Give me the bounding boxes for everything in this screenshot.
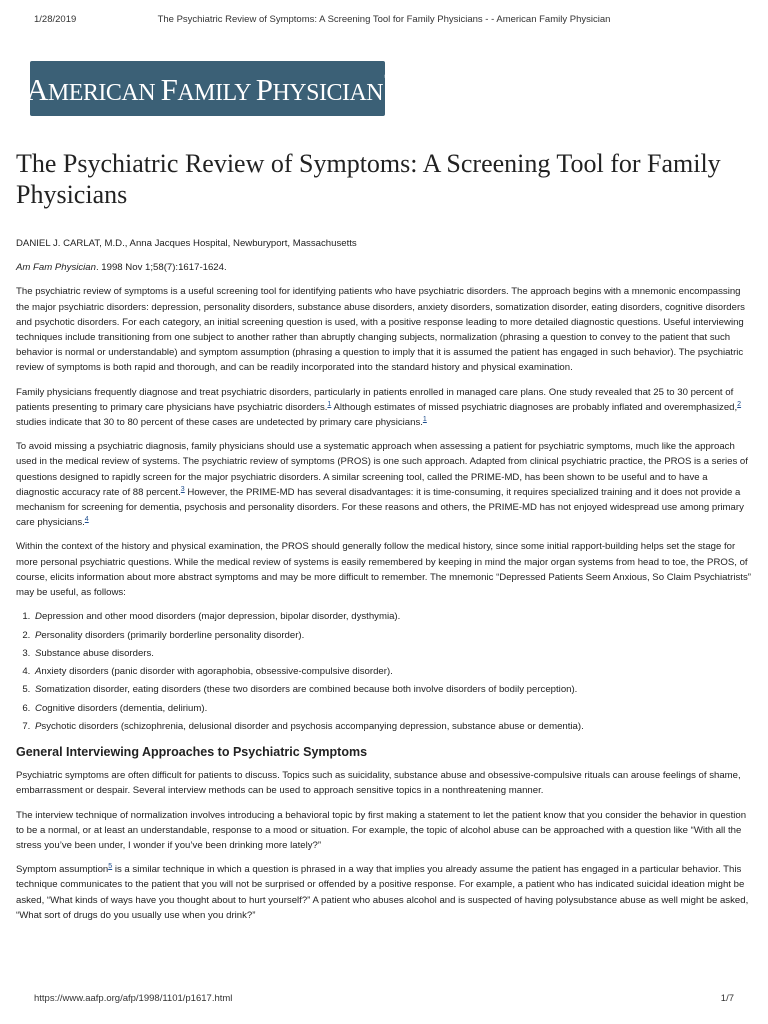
paragraph: Symptom assumption$^5$ is a similar technique in which a question is phrased in a way that implies you already assume the patient has engaged in a particular behavior. This technique communicates to the patient that you will not be surprised or offended by a positive response. For example, a patient who has indicated suicidal ideation might be asked, “What kinds of ways have you thought about to hurt yourself?” A patient who abuses alcohol and is suspected of having polysubstance abuse as well might be asked, “What sort of drugs do you usually use when you drink?” [16,863,749,921]
list-item: 1. Depression and other mood disorders (major depression, bipolar disorder, dysthymia). [33,609,752,624]
intro-paragraph: Family physicians frequently diagnose and treat psychiatric disorders, particularly in patients enrolled in managed care plans. One study revealed that 25 to 30 percent of patients presenting to primary care physicians have psychiatric disorders.$^1$ Although estimates of missed psychiatric diagnoses are probably inflated and overemphasized,$^2$ studies indicate that 30 to 80 percent of these cases are undetected by primary care physicians.$^1$ [16,386,742,429]
paragraph: The interview technique of normalization involves introducing a behavioral topic by first making a statement to let the patient know that you consider the behavior in question to be a normal, or at least an understandable, response to a mood or situation. For example, the topic of alcohol abuse can be approached with a question like “With all the stress you’ve been under, I wonder if you’ve been drinking more lately?” [16,809,747,852]
list-item: 2. Personality disorders (primarily borderline personality disorder). [33,628,752,643]
citation-details: . 1998 Nov 1;58(7):1617-1624. [95,262,227,274]
page-url: https://www.aafp.org/afp/1998/1101/p1617.html [34,993,233,1004]
list-item: 3. Substance abuse disorders. [33,646,752,661]
citation-journal: Am Fam Physician [16,262,96,274]
reference-link[interactable]: 1 [422,415,427,423]
paragraph: Psychiatric symptoms are often difficult for patients to discuss. Topics such as suicidality, substance abuse and obsessive-compulsive rituals can arouse feelings of shame, embarrassment or despair. Several interview methods can be used to approach sensitive topics in a nonthreatening manner. [16,770,741,797]
print-date: 1/28/2019 [34,14,77,25]
reference-link[interactable]: 5 [108,863,113,871]
approach-paragraph: To avoid missing a psychiatric diagnosis, family physicians should use a systematic approach when assessing a patient for psychiatric symptoms, much like the approach used in the medical review of systems. The psychiatric review of symptoms (PROS) is one such approach. Adapted from clinical psychiatric practice, the PROS is a series of questions designed to rapidly screen for the major psychiatric disorders. A similar screening tool, called the PRIME-MD, has been shown to be useful and to have a diagnostic accuracy rate of 88 percent.$^3$ However, the PRIME-MD has several disadvantages: it is time-consuming, it requires specialized training and it does not provide a mechanism for screening for dementia, psychosis and personality disorders. For these reasons and others, the PRIME-MD has not enjoyed widespread use among primary care physicians.$^4$ [16,441,748,529]
mnemonic-list [16,609,752,734]
page-number: 1/7 [720,993,734,1004]
reference-link[interactable]: 4 [84,516,89,524]
author-byline: DANIEL J. CARLAT, M.D., Anna Jacques Hospital, Newburyport, Massachusetts [16,238,357,249]
abstract-paragraph: The psychiatric review of symptoms is a useful screening tool for identifying patients who have psychiatric disorders. The approach begins with a mnemonic encompassing the major psychiatric disorders: depression, personality disorders, substance abuse disorders, anxiety disorders, somatization disorder, eating disorders, cognitive disorders and psychotic disorders. For each category, an initial screening question is used, with a positive response leading to more detailed diagnostic questions. Useful interviewing techniques include transitioning from one subject to another rather than abruptly changing subjects, normalization (phrasing a question to convey to the patient that such behavior is normal or understandable) and symptom assumption (phrasing a question to imply that it is assumed the patient has engaged in such behavior). The psychiatric review of symptoms is both rapid and thorough, and can be readily incorporated into the standard history and physical examination. [16,286,745,374]
print-page-title: The Psychiatric Review of Symptoms: A Screening Tool for Family Physicians - - American Family Physician [157,14,611,25]
reference-link[interactable]: 3 [180,485,185,493]
journal-logo[interactable] [26,61,389,116]
article-title: The Psychiatric Review of Symptoms: A Screening Tool for Family Physicians [16,149,721,209]
article-body [16,236,752,932]
mnemonic-intro-paragraph: Within the context of the history and physical examination, the PROS should generally follow the medical history, since some initial rapport-building helps set the stage for more personal psychiatric questions. While the medical review of systems is easily remembered by keeping in mind the major organ systems from head to toe, the PROS, of course, elicits information about more abstract symptoms and may be more difficult to remember. The mnemonic “Depressed Patients Seem Anxious, So Claim Psychiatrists” may be useful, as follows: [16,541,751,599]
print-header [34,14,734,28]
citation [16,260,752,275]
list-item: 5. Somatization disorder, eating disorders (these two disorders are combined because both involve disorders of bodily perception). [33,682,752,697]
reference-link[interactable]: 2 [737,400,742,408]
list-item: 4. Anxiety disorders (panic disorder with agoraphobia, obsessive-compulsive disorder). [33,664,752,679]
list-item: 6. Cognitive disorders (dementia, delirium). [33,701,752,716]
list-item: 7. Psychotic disorders (schizophrenia, delusional disorder and psychosis accompanying depression, substance abuse or dementia). [33,719,752,734]
logo-wordmark: AMERICAN FAMILY PHYSICIAN® [26,72,389,107]
section-heading: General Interviewing Approaches to Psychiatric Symptoms [16,745,368,760]
reference-link[interactable]: 1 [327,400,332,408]
